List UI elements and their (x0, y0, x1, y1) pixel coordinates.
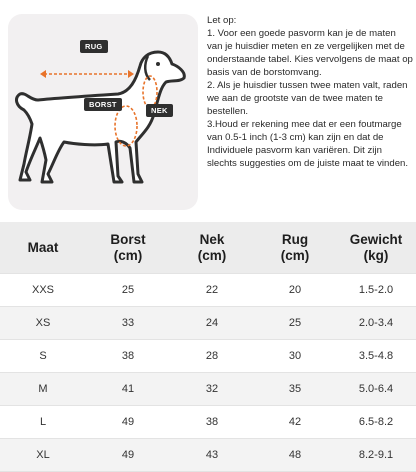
cell-weight: 3.5-4.8 (336, 340, 416, 373)
cell-size: L (0, 406, 86, 439)
header-maat: Maat (0, 222, 86, 274)
cell-back: 48 (254, 439, 336, 472)
cell-weight: 8.2-9.1 (336, 439, 416, 472)
cell-chest: 25 (86, 274, 170, 307)
cell-size: XS (0, 307, 86, 340)
table-header-row (0, 222, 416, 274)
neck-label: NEK (146, 104, 173, 117)
table-row (0, 340, 416, 373)
chest-label: BORST (84, 98, 122, 111)
table-row (0, 406, 416, 439)
note-3: 3.Houd er rekening mee dat er een foutmarge van 0.5-1 inch (1-3 cm) kan zijn en dat de Individuele pasvorm kan variëren. Dit zijn slechts suggesties om de juiste maat te vinden. (207, 119, 409, 169)
back-label: RUG (80, 40, 108, 53)
cell-back: 35 (254, 373, 336, 406)
cell-size: XXS (0, 274, 86, 307)
measurement-notes (207, 14, 413, 170)
cell-chest: 33 (86, 307, 170, 340)
cell-back: 25 (254, 307, 336, 340)
table-row (0, 373, 416, 406)
instructions-section (0, 0, 416, 218)
cell-weight: 1.5-2.0 (336, 274, 416, 307)
note-2: 2. Als je huisdier tussen twee maten valt, raden we aan de grootste van de twee maten te bestellen. (207, 80, 408, 117)
table-row (0, 274, 416, 307)
header-borst: Borst (cm) (86, 222, 170, 274)
cell-chest: 38 (86, 340, 170, 373)
cell-weight: 5.0-6.4 (336, 373, 416, 406)
cell-weight: 6.5-8.2 (336, 406, 416, 439)
cell-neck: 32 (170, 373, 254, 406)
header-rug: Rug (cm) (254, 222, 336, 274)
table-row (0, 307, 416, 340)
cell-neck: 28 (170, 340, 254, 373)
cell-chest: 49 (86, 406, 170, 439)
note-1: 1. Voor een goede pasvorm kan je de maten van je huisdier meten en ze vergelijken met de onderstaande tabel. Kies vervolgens de maat op basis van de borstomvang. (207, 28, 413, 78)
cell-neck: 24 (170, 307, 254, 340)
cell-neck: 38 (170, 406, 254, 439)
dog-measurement-illustration (8, 14, 198, 210)
cell-back: 30 (254, 340, 336, 373)
cell-size: S (0, 340, 86, 373)
cell-size: M (0, 373, 86, 406)
cell-neck: 43 (170, 439, 254, 472)
table-row (0, 439, 416, 472)
cell-back: 42 (254, 406, 336, 439)
cell-neck: 22 (170, 274, 254, 307)
header-nek: Nek (cm) (170, 222, 254, 274)
cell-size: XL (0, 439, 86, 472)
cell-weight: 2.0-3.4 (336, 307, 416, 340)
cell-chest: 41 (86, 373, 170, 406)
cell-back: 20 (254, 274, 336, 307)
cell-chest: 49 (86, 439, 170, 472)
notes-heading: Let op: (207, 15, 237, 26)
size-chart-table (0, 222, 416, 472)
header-gewicht: Gewicht (kg) (336, 222, 416, 274)
